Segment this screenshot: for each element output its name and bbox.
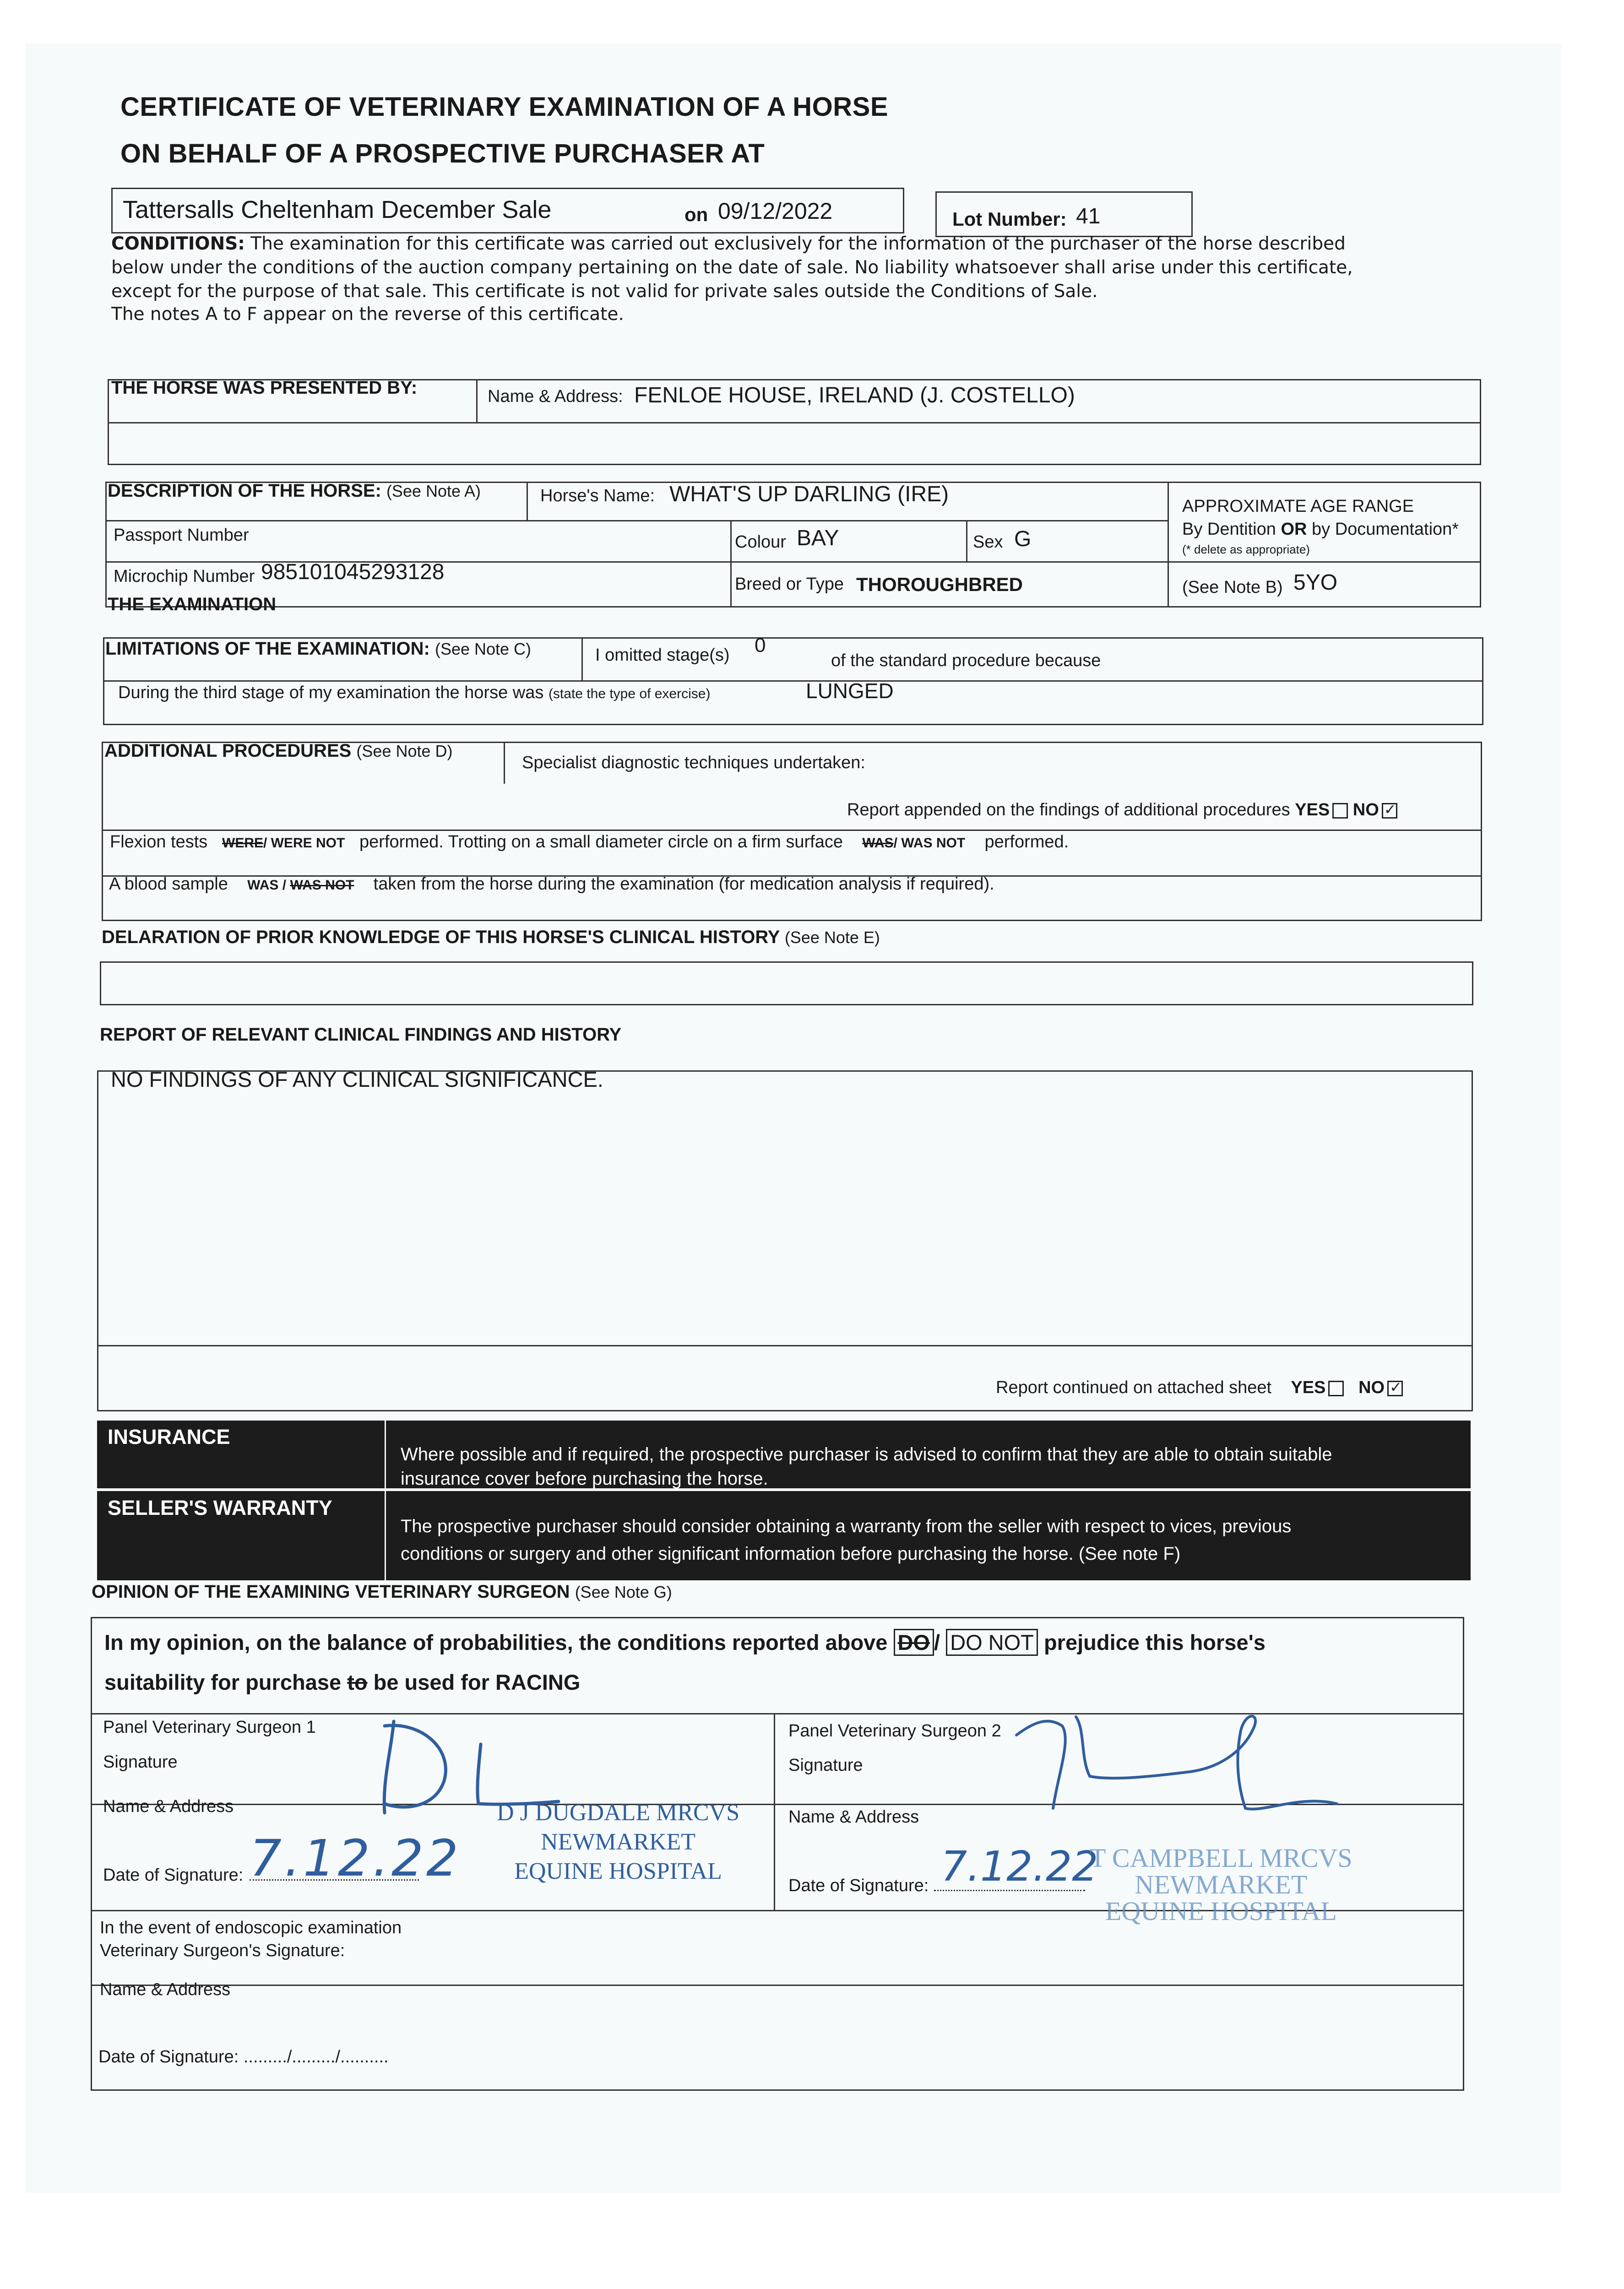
third-stage-label: During the third stage of my examination the horse was (state the type of exercise)	[118, 683, 711, 702]
surgeon2-stamp: T CAMPBELL MRCVS NEWMARKET EQUINE HOSPITAL	[1090, 1843, 1352, 1926]
opinion-to-struck: to	[347, 1670, 368, 1694]
opinion-line2: suitability for purchase to be used for RACING	[104, 1670, 581, 1694]
flexion-were-struck: WERE	[222, 835, 263, 851]
insurance-line2: insurance cover before purchasing the horse.	[401, 1469, 768, 1489]
description-divider-age	[1168, 482, 1169, 608]
report-appended-yes-checkbox[interactable]	[1332, 803, 1348, 819]
description-heading: DESCRIPTION OF THE HORSE: (See Note A)	[108, 481, 481, 501]
age-note: (See Note B)	[1182, 578, 1283, 597]
lot-number: 41	[1076, 204, 1101, 228]
conditions-line1: CONDITIONS: The examination for this certificate was carried out exclusively for the information of the purchaser of the horse described	[111, 233, 1346, 254]
surgeon1-name-label: Name & Address	[103, 1797, 234, 1816]
certificate-title-line1: CERTIFICATE OF VETERINARY EXAMINATION OF A HORSE	[120, 92, 889, 122]
limitations-rule	[103, 680, 1483, 682]
blood-was-not-struck: WAS NOT	[290, 878, 354, 893]
report-continued-yes-checkbox[interactable]	[1328, 1381, 1344, 1396]
surgeon2-panel-label: Panel Veterinary Surgeon 2	[788, 1721, 1001, 1741]
warranty-label: SELLER'S WARRANTY	[108, 1496, 332, 1519]
blood-row: A blood sample WAS / WAS NOT taken from the horse during the examination (for medication analysis if required).	[109, 874, 994, 894]
report-continued-no-checkbox[interactable]	[1387, 1381, 1403, 1396]
microchip-label: Microchip Number	[114, 567, 255, 586]
surgeon1-stamp: D J DUGDALE MRCVS NEWMARKET EQUINE HOSPITAL	[497, 1800, 740, 1884]
report-heading: REPORT OF RELEVANT CLINICAL FINDINGS AND HISTORY	[100, 1025, 622, 1045]
conditions-line2: below under the conditions of the auction company pertaining on the date of sale. No liability whatsoever shall arise under this certificate,	[111, 257, 1353, 278]
report-continued-row: Report continued on attached sheet YES NO✓	[996, 1378, 1403, 1398]
report-box	[97, 1070, 1473, 1411]
horse-name: WHAT'S UP DARLING (IRE)	[669, 482, 949, 506]
flexion-were-not: WERE NOT	[271, 835, 345, 851]
surgeon2-signature	[1007, 1703, 1355, 1831]
age-value: 5YO	[1293, 570, 1338, 595]
omitted-value: 0	[755, 634, 766, 656]
trot-was-struck: WAS	[862, 835, 894, 851]
passport-label: Passport Number	[114, 526, 249, 545]
report-appended-row: Report appended on the findings of additional procedures YES NO✓	[847, 800, 1397, 820]
additional-heading: ADDITIONAL PROCEDURES (See Note D)	[104, 741, 453, 761]
presented-divider	[476, 379, 478, 423]
conditions-line3: except for the purpose of that sale. This certificate is not valid for private sales outside the Conditions of Sale.	[111, 281, 1098, 302]
surgeon1-panel-label: Panel Veterinary Surgeon 1	[103, 1718, 316, 1737]
additional-divider	[504, 742, 505, 784]
opinion-do-not-selected: DO NOT	[946, 1629, 1038, 1656]
warranty-line2: conditions or surgery and other significant information before purchasing the horse. (See note F)	[401, 1544, 1181, 1564]
sale-on-label: on	[684, 204, 708, 225]
insurance-line1: Where possible and if required, the prospective purchaser is advised to confirm that they are able to obtain suitable	[401, 1444, 1332, 1465]
sale-date: 09/12/2022	[718, 198, 833, 224]
declaration-heading: DELARATION OF PRIOR KNOWLEDGE OF THIS HORSE'S CLINICAL HISTORY (See Note E)	[102, 927, 880, 947]
report-rule	[97, 1345, 1473, 1346]
third-stage-value: LUNGED	[806, 679, 894, 703]
limitations-divider	[581, 637, 583, 681]
opinion-do-struck: DO	[894, 1629, 934, 1656]
breed-label: Breed or Type	[735, 575, 844, 594]
additional-rule-1	[102, 830, 1482, 831]
surgeon2-name-label: Name & Address	[788, 1807, 919, 1827]
description-divider-2	[730, 520, 732, 607]
omitted-label: I omitted stage(s)	[595, 645, 730, 665]
surgeon2-date-handwritten: 7.12.22	[941, 1843, 1098, 1891]
trot-was-not: WAS NOT	[901, 835, 966, 851]
presented-rule	[108, 422, 1481, 423]
surgeon1-date-label: Date of Signature:	[103, 1866, 244, 1885]
presented-heading: THE HORSE WAS PRESENTED BY:	[111, 378, 418, 398]
age-delete-note: (* delete as appropriate)	[1182, 542, 1310, 556]
sex-value: G	[1014, 527, 1032, 551]
specialist-label: Specialist diagnostic techniques undertaken:	[522, 753, 865, 772]
description-rule-age	[1168, 561, 1481, 563]
age-method: By Dentition OR by Documentation*	[1182, 520, 1459, 539]
colour-label: Colour	[735, 532, 786, 552]
flexion-row: Flexion tests WERE/ WERE NOT performed. Trotting on a small diameter circle on a firm surface WAS/ WAS NOT performed.	[110, 832, 1069, 852]
warranty-line1: The prospective purchaser should consider obtaining a warranty from the seller with respect to vices, previous	[401, 1516, 1292, 1536]
surgeon2-date-label: Date of Signature:	[788, 1876, 929, 1895]
report-text: NO FINDINGS OF ANY CLINICAL SIGNIFICANCE.	[111, 1067, 603, 1091]
surgeon1-date-handwritten: 7.12.22	[250, 1829, 461, 1888]
opinion-rule-4	[91, 1985, 1464, 1986]
description-divider-3	[966, 520, 967, 561]
endoscopic-date-label: Date of Signature: ........./........./..........	[98, 2047, 389, 2067]
sex-label: Sex	[973, 532, 1003, 552]
insurance-label: INSURANCE	[108, 1425, 230, 1448]
sale-name: Tattersalls Cheltenham December Sale	[123, 196, 552, 223]
colour-value: BAY	[797, 526, 839, 550]
description-rule-1	[105, 520, 1168, 521]
presented-name-label: Name & Address:	[488, 387, 623, 406]
opinion-line1: In my opinion, on the balance of probabilities, the conditions reported above DO / DO NOT prejudice this horse's	[104, 1630, 1266, 1655]
conditions-line4: The notes A to F appear on the reverse of this certificate.	[111, 304, 624, 325]
surgeon-divider	[774, 1713, 775, 1910]
lot-number-label: Lot Number:	[952, 208, 1067, 230]
age-heading: APPROXIMATE AGE RANGE	[1182, 497, 1414, 516]
band-divider	[385, 1421, 386, 1580]
surgeon1-signature-label: Signature	[103, 1752, 178, 1772]
surgeon2-signature-label: Signature	[788, 1756, 863, 1775]
examination-heading: THE EXAMINATION	[108, 594, 277, 614]
endoscopic-line1: In the event of endoscopic examination	[100, 1918, 402, 1937]
opinion-heading: OPINION OF THE EXAMINING VETERINARY SURGEON (See Note G)	[92, 1582, 672, 1602]
endoscopic-line2: Veterinary Surgeon's Signature:	[100, 1941, 345, 1960]
declaration-box	[100, 961, 1473, 1005]
omitted-suffix: of the standard procedure because	[831, 651, 1101, 670]
horse-name-label: Horse's Name:	[540, 486, 655, 505]
certificate-title-line2: ON BEHALF OF A PROSPECTIVE PURCHASER AT	[120, 139, 765, 168]
breed-value: THOROUGHBRED	[856, 574, 1023, 595]
microchip-value: 985101045293128	[261, 560, 445, 584]
presented-name-value: FENLOE HOUSE, IRELAND (J. COSTELLO)	[634, 383, 1075, 407]
report-appended-no-checkbox[interactable]	[1382, 803, 1397, 819]
endoscopic-name-label: Name & Address	[100, 1980, 231, 1999]
description-divider-1	[527, 482, 528, 521]
limitations-heading: LIMITATIONS OF THE EXAMINATION: (See Note C)	[105, 639, 532, 659]
blood-was: WAS	[247, 878, 279, 893]
